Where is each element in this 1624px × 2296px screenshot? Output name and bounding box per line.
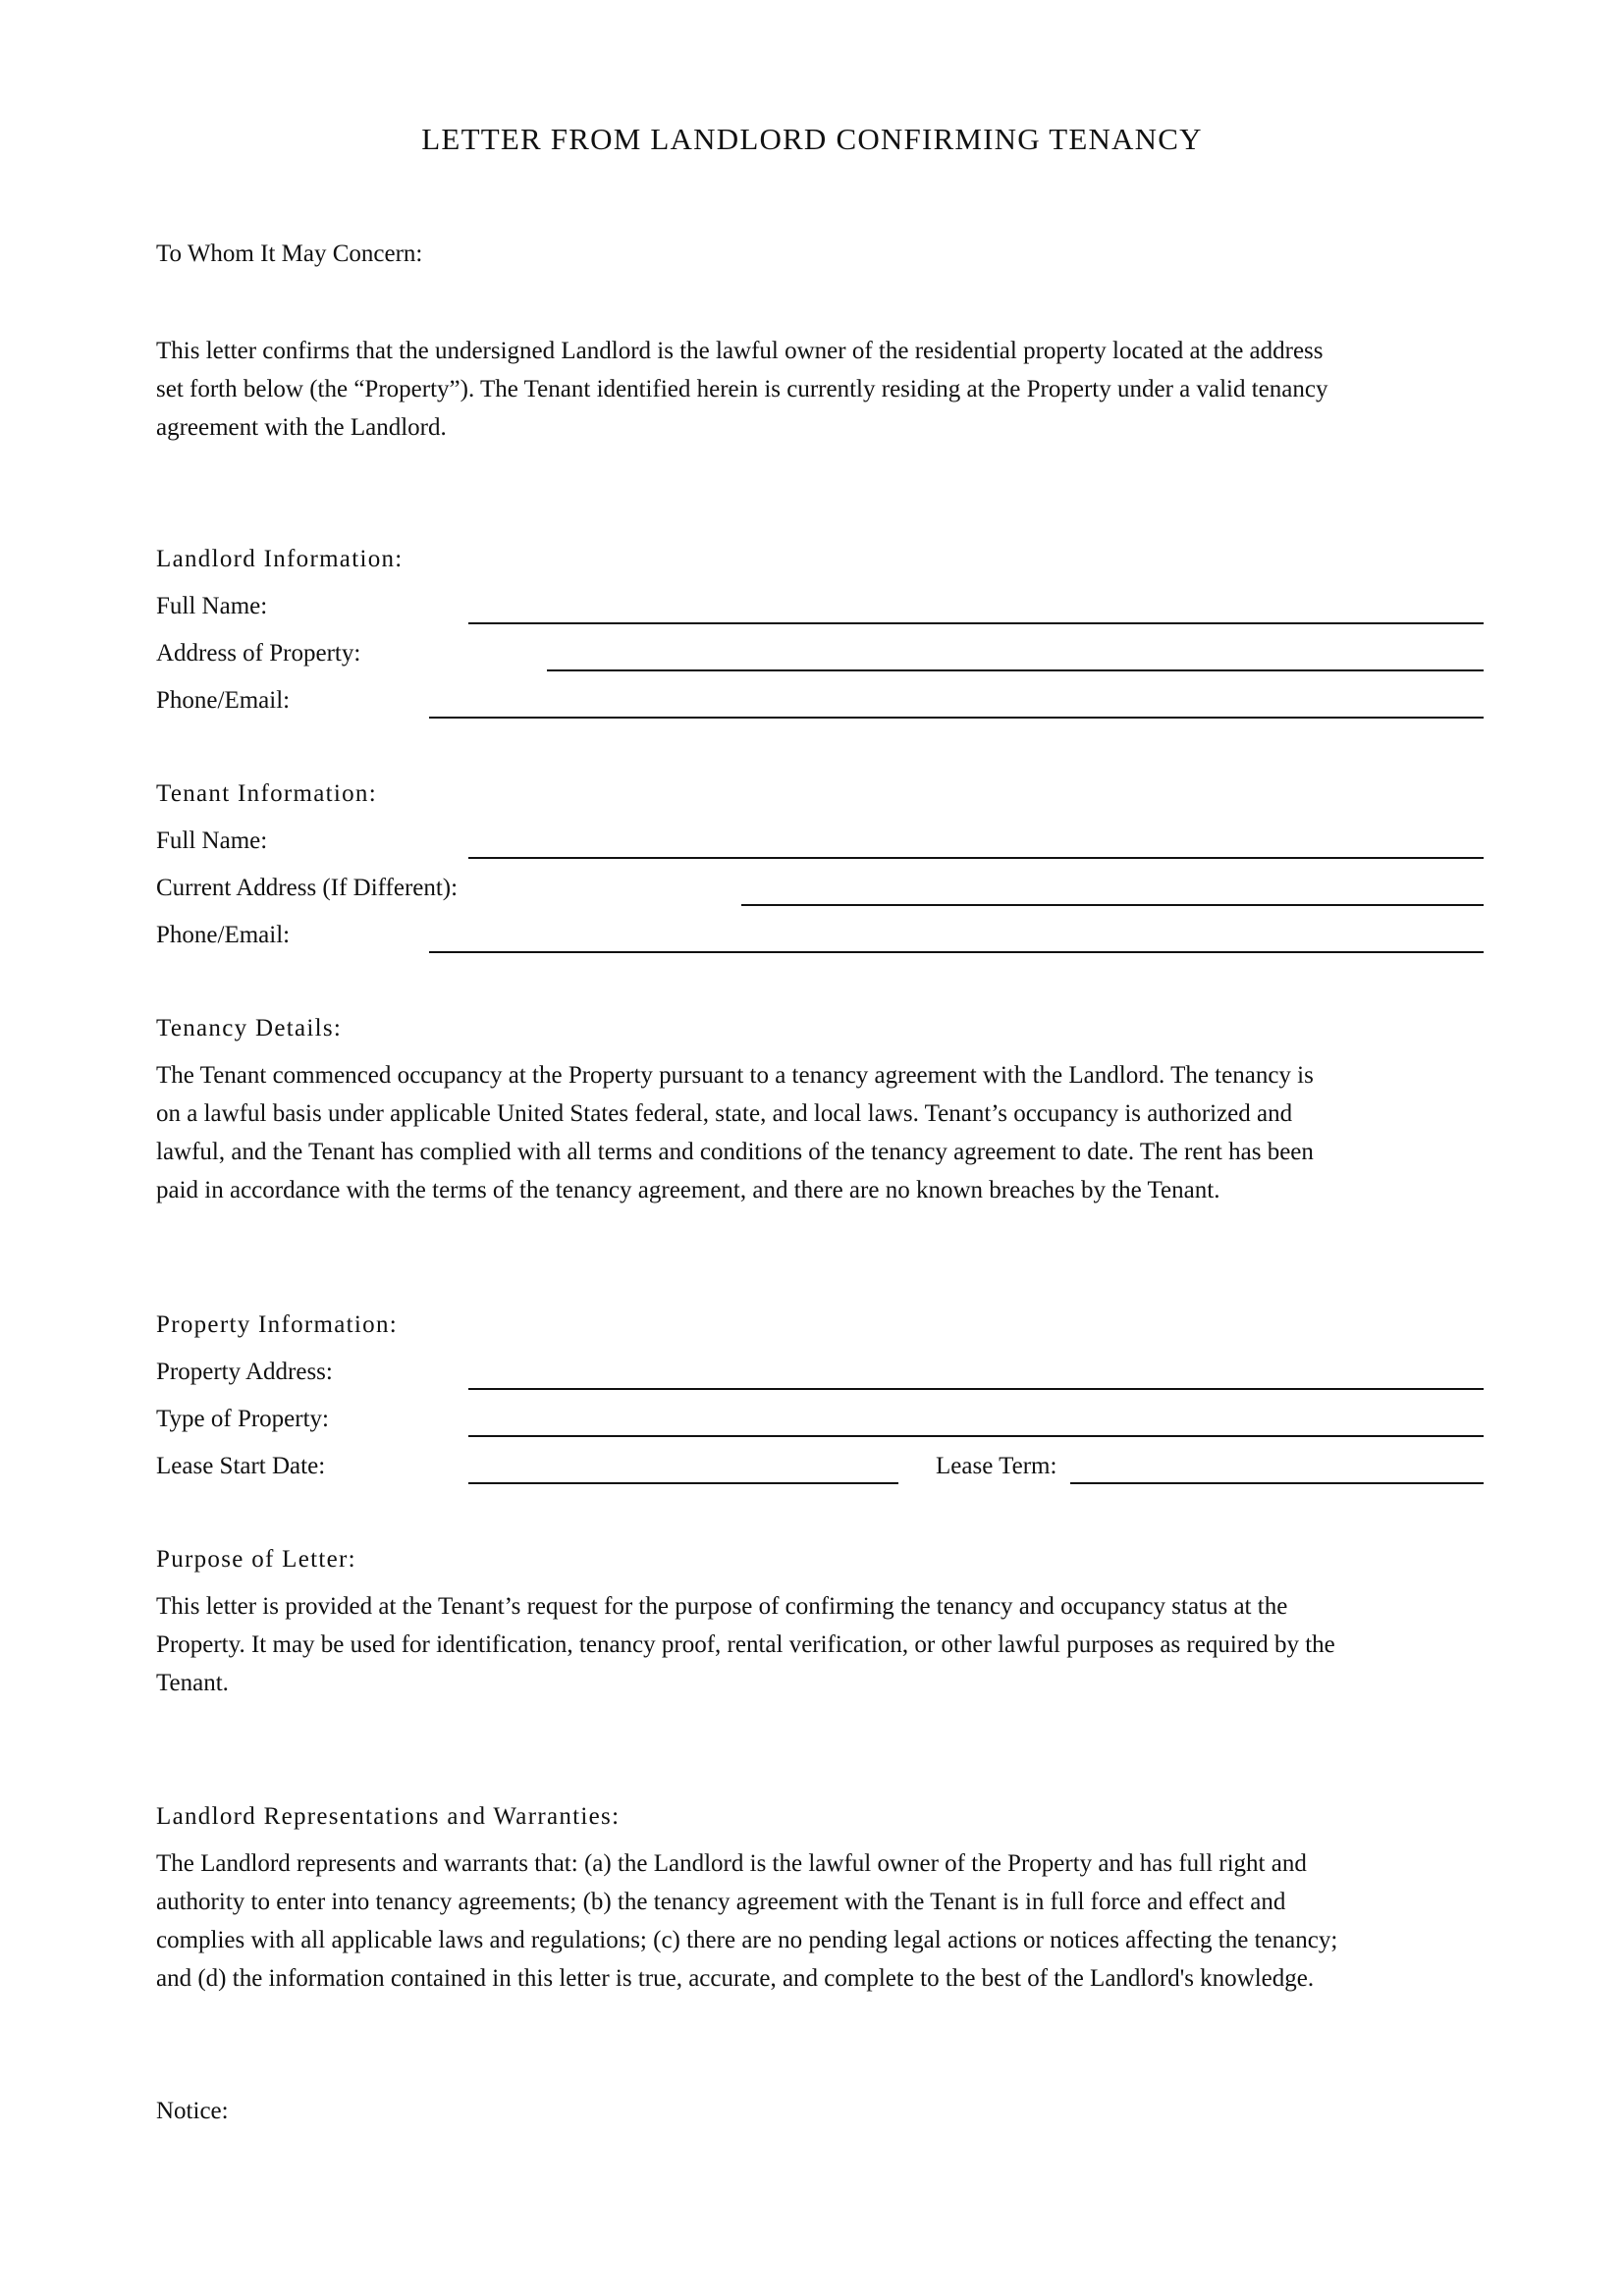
tenancy-details-line: The Tenant commenced occupancy at the Property pursuant to a tenancy agreement with the Landlord. The tenancy is xyxy=(156,1062,1314,1089)
tenant-full-name-field[interactable] xyxy=(468,857,1484,859)
purpose-heading: Purpose of Letter: xyxy=(156,1546,356,1573)
tenant-address-field[interactable] xyxy=(741,904,1484,906)
landlord-full-name-label: Full Name: xyxy=(156,593,268,619)
tenant-address-label: Current Address (If Different): xyxy=(156,875,459,901)
property-type-field[interactable] xyxy=(468,1435,1484,1437)
landlord-contact-field[interactable] xyxy=(429,717,1484,719)
lease-start-label: Lease Start Date: xyxy=(156,1453,326,1479)
tenancy-details-heading: Tenancy Details: xyxy=(156,1015,343,1041)
representations-line: authority to enter into tenancy agreements; (b) the tenancy agreement with the Tenant is in full force and effect and xyxy=(156,1889,1286,1915)
representations-paragraph xyxy=(156,1844,1491,1998)
lease-term-label: Lease Term: xyxy=(936,1453,1057,1479)
tenancy-details-line: lawful, and the Tenant has complied with all terms and conditions of the tenancy agreement to date. The rent has been xyxy=(156,1139,1314,1165)
lease-start-field[interactable] xyxy=(468,1482,898,1484)
intro-line: set forth below (the “Property”). The Tenant identified herein is currently residing at the Property under a valid tenancy xyxy=(156,376,1328,402)
tenant-heading: Tenant Information: xyxy=(156,780,377,807)
property-address-field[interactable] xyxy=(468,1388,1484,1390)
purpose-line: Tenant. xyxy=(156,1670,229,1696)
intro-line: This letter confirms that the undersigned Landlord is the lawful owner of the residential property located at the address xyxy=(156,338,1324,364)
lease-term-field[interactable] xyxy=(1070,1482,1484,1484)
tenant-contact-label: Phone/Email: xyxy=(156,922,291,948)
representations-line: and (d) the information contained in this letter is true, accurate, and complete to the best of the Landlord's knowledge. xyxy=(156,1965,1315,1992)
intro-paragraph xyxy=(156,332,1491,447)
property-address-label: Property Address: xyxy=(156,1359,333,1385)
tenancy-details-line: on a lawful basis under applicable United States federal, state, and local laws. Tenant’s occupancy is authorized and xyxy=(156,1100,1293,1127)
purpose-paragraph xyxy=(156,1587,1491,1702)
representations-line: The Landlord represents and warrants that: (a) the Landlord is the lawful owner of the Property and has full right and xyxy=(156,1850,1307,1877)
salutation: To Whom It May Concern: xyxy=(156,240,423,267)
landlord-full-name-field[interactable] xyxy=(468,622,1484,624)
notice-heading: Notice: xyxy=(156,2098,229,2124)
representations-heading: Landlord Representations and Warranties: xyxy=(156,1803,621,1830)
intro-line: agreement with the Landlord. xyxy=(156,414,447,441)
property-heading: Property Information: xyxy=(156,1311,399,1338)
purpose-line: This letter is provided at the Tenant’s request for the purpose of confirming the tenancy and occupancy status at the xyxy=(156,1593,1288,1620)
representations-line: complies with all applicable laws and regulations; (c) there are no pending legal actions or notices affecting the tenancy; xyxy=(156,1927,1338,1953)
landlord-address-field[interactable] xyxy=(547,669,1484,671)
purpose-line: Property. It may be used for identification, tenancy proof, rental verification, or other lawful purposes as required by the xyxy=(156,1631,1335,1658)
tenant-full-name-label: Full Name: xyxy=(156,828,268,854)
document-title: LETTER FROM LANDLORD CONFIRMING TENANCY xyxy=(421,122,1203,156)
landlord-contact-label: Phone/Email: xyxy=(156,687,291,714)
landlord-address-label: Address of Property: xyxy=(156,640,361,667)
property-type-label: Type of Property: xyxy=(156,1406,329,1432)
tenancy-details-paragraph xyxy=(156,1056,1491,1209)
tenancy-details-line: paid in accordance with the terms of the tenancy agreement, and there are no known breaches by the Tenant. xyxy=(156,1177,1220,1203)
landlord-heading: Landlord Information: xyxy=(156,546,404,572)
tenant-contact-field[interactable] xyxy=(429,951,1484,953)
